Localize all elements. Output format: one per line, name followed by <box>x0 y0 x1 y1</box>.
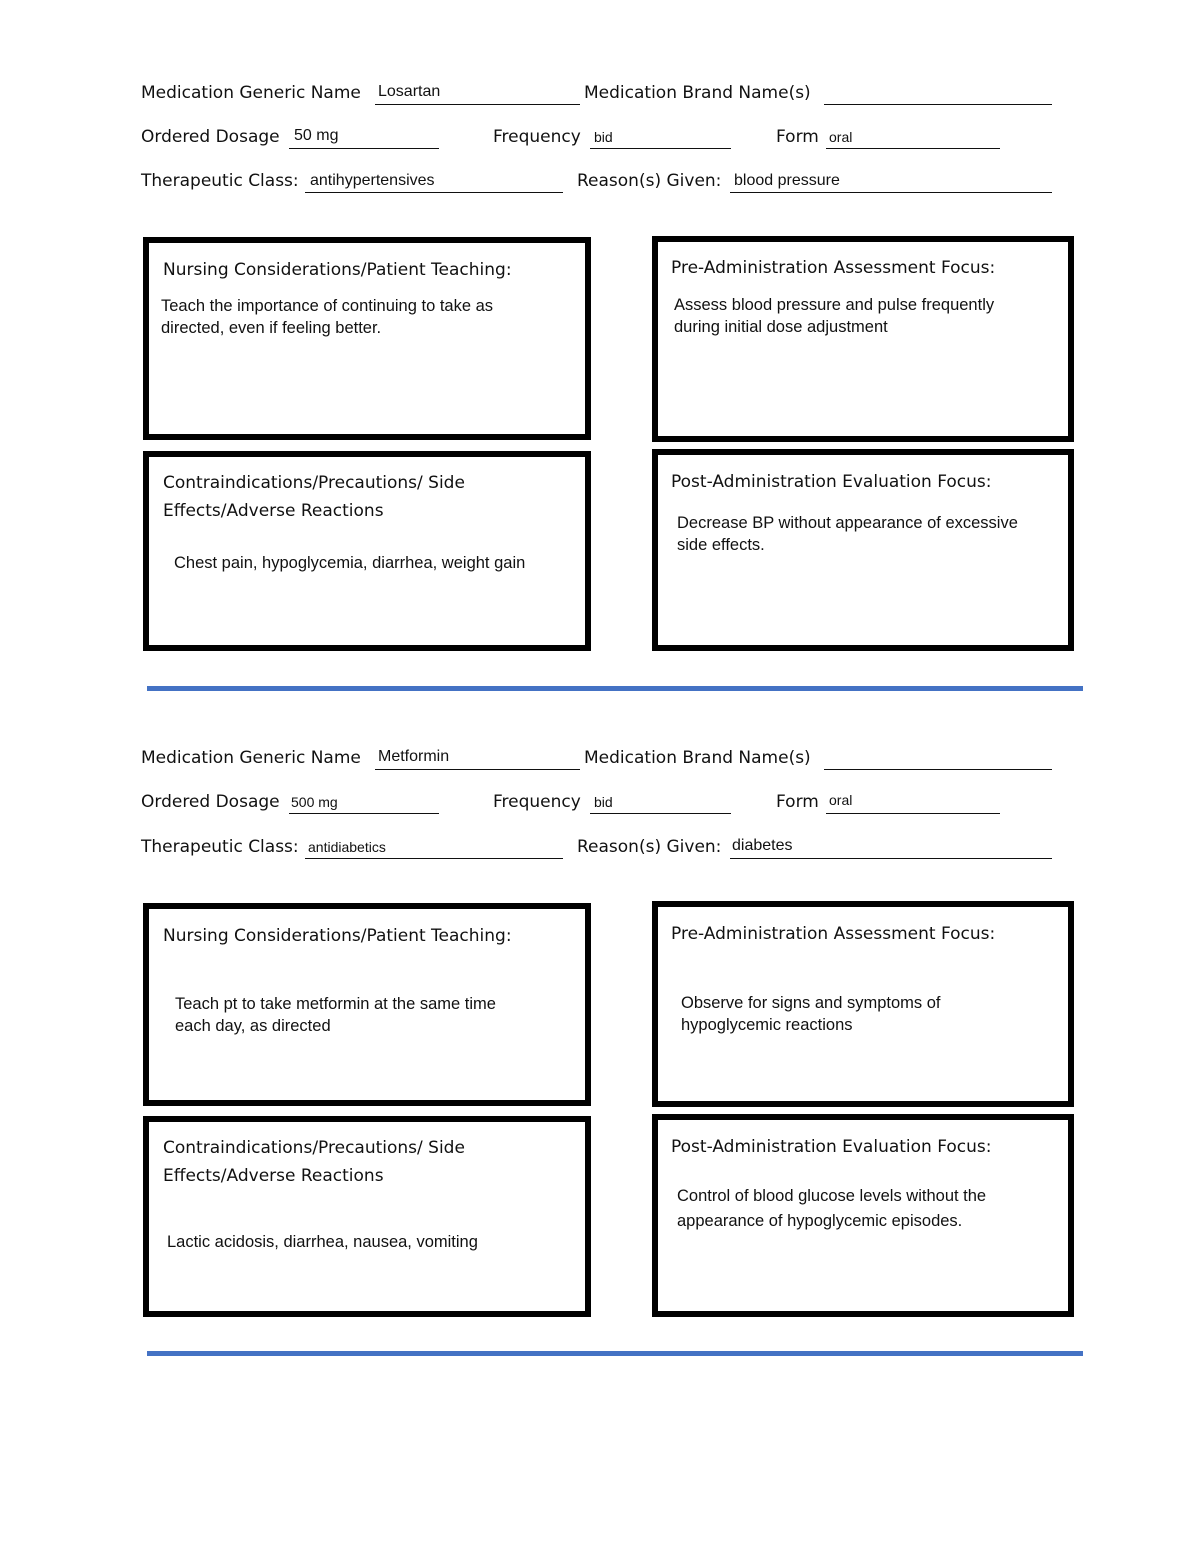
therapeutic-class-label: Therapeutic Class: <box>141 171 299 191</box>
ordered-dosage-field[interactable] <box>289 791 439 814</box>
form-field[interactable] <box>826 126 1000 149</box>
frequency-field[interactable] <box>590 126 731 149</box>
contraindications-box <box>143 1116 591 1317</box>
frequency-value: bid <box>594 129 613 145</box>
generic-name-field[interactable] <box>375 82 580 105</box>
form-value: oral <box>829 129 853 145</box>
therapeutic-class-field[interactable] <box>305 836 563 859</box>
post-administration-box <box>652 449 1074 651</box>
contraindications-text: Chest pain, hypoglycemia, diarrhea, weight gain <box>174 554 526 572</box>
contraindications-title-line: Effects/Adverse Reactions <box>163 1166 384 1186</box>
post-administration-box <box>652 1114 1074 1317</box>
generic-name-value: Metformin <box>378 748 450 765</box>
contraindications-title-line: Contraindications/Precautions/ Side <box>163 473 465 493</box>
therapeutic-class-value: antihypertensives <box>310 172 435 189</box>
post-admin-text-line: side effects. <box>677 536 765 554</box>
therapeutic-class-value: antidiabetics <box>308 839 386 855</box>
post-admin-text-line: appearance of hypoglycemic episodes. <box>677 1212 963 1230</box>
reasons-given-field[interactable] <box>730 170 1052 193</box>
post-administration-text <box>677 1184 986 1234</box>
pre-admin-text-line: Assess blood pressure and pulse frequently <box>674 296 995 314</box>
generic-name-field[interactable] <box>375 747 580 770</box>
nursing-considerations-text <box>161 295 493 339</box>
ordered-dosage-field[interactable] <box>289 126 439 149</box>
brand-name-field[interactable] <box>824 747 1052 770</box>
frequency-label: Frequency <box>493 792 581 812</box>
nursing-text-line: Teach pt to take metformin at the same time <box>175 995 496 1013</box>
ordered-dosage-label: Ordered Dosage <box>141 792 280 812</box>
section-divider <box>147 686 1083 691</box>
form-field[interactable] <box>826 791 1000 814</box>
therapeutic-class-label: Therapeutic Class: <box>141 837 299 857</box>
brand-name-label: Medication Brand Name(s) <box>584 748 811 768</box>
contraindications-title <box>163 1134 465 1190</box>
ordered-dosage-label: Ordered Dosage <box>141 127 280 147</box>
ordered-dosage-value: 50 mg <box>294 127 339 144</box>
contraindications-title-line: Contraindications/Precautions/ Side <box>163 1138 465 1158</box>
form-value: oral <box>829 792 853 808</box>
pre-administration-title: Pre-Administration Assessment Focus: <box>671 258 996 278</box>
nursing-considerations-text <box>175 993 496 1037</box>
nursing-text-line: each day, as directed <box>175 1017 331 1035</box>
generic-name-value: Losartan <box>378 83 441 100</box>
contraindications-box <box>143 451 591 651</box>
post-admin-text-line: Decrease BP without appearance of excessive <box>677 514 1018 532</box>
nursing-considerations-title: Nursing Considerations/Patient Teaching: <box>163 926 512 946</box>
contraindications-title <box>163 469 465 525</box>
reasons-given-value: blood pressure <box>734 172 840 189</box>
pre-administration-title: Pre-Administration Assessment Focus: <box>671 924 996 944</box>
nursing-considerations-box <box>143 237 591 440</box>
nursing-considerations-title: Nursing Considerations/Patient Teaching: <box>163 260 512 280</box>
pre-admin-text-line: Observe for signs and symptoms of <box>681 994 941 1012</box>
nursing-text-line: Teach the importance of continuing to take as <box>161 297 494 315</box>
contraindications-title-line: Effects/Adverse Reactions <box>163 501 384 521</box>
post-administration-text <box>677 512 1018 556</box>
nursing-considerations-box <box>143 903 591 1106</box>
therapeutic-class-field[interactable] <box>305 170 563 193</box>
pre-administration-text <box>681 992 941 1036</box>
reasons-given-field[interactable] <box>730 836 1052 859</box>
reasons-given-label: Reason(s) Given: <box>577 171 722 191</box>
pre-administration-box <box>652 901 1074 1107</box>
nursing-text-line: directed, even if feeling better. <box>161 319 382 337</box>
brand-name-field[interactable] <box>824 82 1052 105</box>
post-administration-title: Post-Administration Evaluation Focus: <box>671 1137 992 1157</box>
generic-name-label: Medication Generic Name <box>141 748 361 768</box>
reasons-given-value: diabetes <box>732 837 793 854</box>
frequency-field[interactable] <box>590 791 731 814</box>
ordered-dosage-value: 500 mg <box>291 794 338 810</box>
generic-name-label: Medication Generic Name <box>141 83 361 103</box>
pre-administration-text <box>674 294 994 338</box>
form-label: Form <box>776 127 819 147</box>
pre-admin-text-line: during initial dose adjustment <box>674 318 888 336</box>
section-divider <box>147 1351 1083 1356</box>
frequency-value: bid <box>594 794 613 810</box>
pre-administration-box <box>652 236 1074 442</box>
form-label: Form <box>776 792 819 812</box>
post-admin-text-line: Control of blood glucose levels without the <box>677 1187 987 1205</box>
frequency-label: Frequency <box>493 127 581 147</box>
pre-admin-text-line: hypoglycemic reactions <box>681 1016 853 1034</box>
reasons-given-label: Reason(s) Given: <box>577 837 722 857</box>
brand-name-label: Medication Brand Name(s) <box>584 83 811 103</box>
post-administration-title: Post-Administration Evaluation Focus: <box>671 472 992 492</box>
contraindications-text: Lactic acidosis, diarrhea, nausea, vomiting <box>167 1233 478 1251</box>
